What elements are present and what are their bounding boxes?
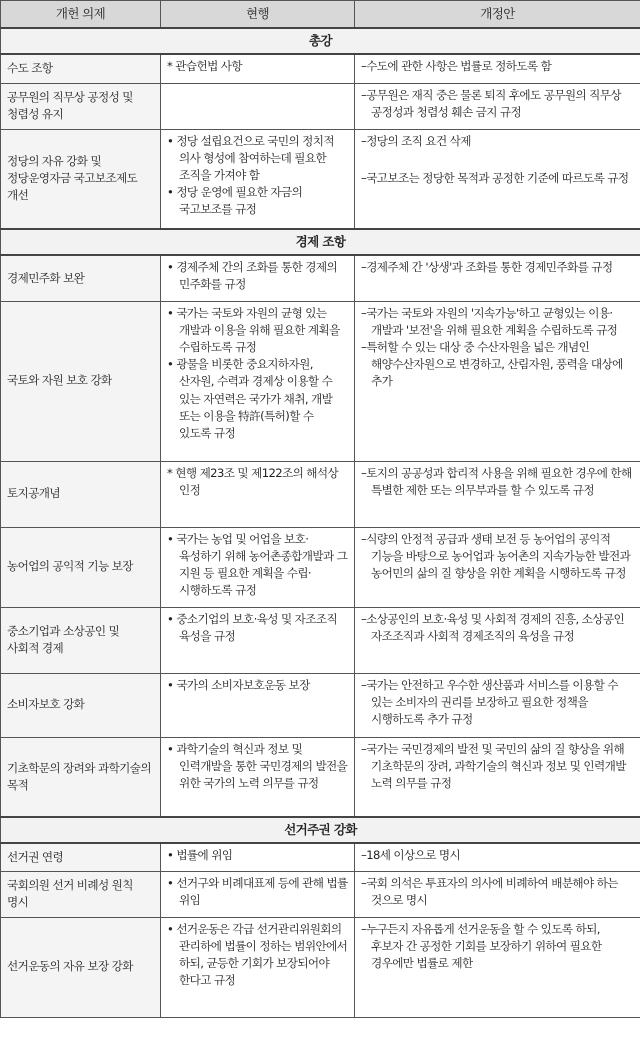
- topic-cell: 기초학문의 장려와 과학기술의 목적: [1, 737, 161, 817]
- current-item: • 법률에 위임: [167, 848, 233, 862]
- current-item: * 관습헌법 사항: [167, 59, 242, 73]
- table-row: [1, 673, 640, 737]
- current-item: • 선거구와 비례대표제 등에 관해 법률 위임: [167, 875, 348, 907]
- table-row: [1, 129, 640, 229]
- proposal-cell: [355, 255, 640, 301]
- current-cell: [161, 607, 355, 673]
- proposal-item: –국가는 국민경제의 발전 및 국민의 삶의 질 향상을 위해 기초학문의 장려, 과학기술의 혁신과 정보 및 인력개발 노력 의무를 규정: [361, 741, 626, 790]
- current-item: • 중소기업의 보호·육성 및 자조조직 육성을 규정: [167, 611, 338, 643]
- topic-cell: 국회의원 선거 비례성 원칙 명시: [1, 871, 161, 917]
- current-cell: [161, 301, 355, 461]
- proposal-cell: [355, 843, 640, 871]
- topic-cell: 국토와 자원 보호 강화: [1, 301, 161, 461]
- current-cell: [161, 129, 355, 229]
- proposal-cell: [355, 673, 640, 737]
- current-item: • 경제주체 간의 조화를 통한 경제의 민주화를 규정: [167, 260, 338, 292]
- proposal-item: –정당의 조직 요건 삭제: [361, 133, 471, 148]
- proposal-item: –국고보조는 정당한 목적과 공정한 기준에 따르도록 규정: [361, 170, 629, 185]
- topic-cell: 토지공개념: [1, 461, 161, 527]
- table-row: [1, 917, 640, 1017]
- current-cell: [161, 83, 355, 129]
- table-row: [1, 83, 640, 129]
- proposal-item: –국가는 안전하고 우수한 생산품과 서비스를 이용할 수 있는 소비자의 권리를 보장하고 필요한 정책을 시행하도록 추가 규정: [361, 677, 618, 726]
- topic-cell: 중소기업과 소상공인 및 사회적 경제: [1, 607, 161, 673]
- current-item: • 광물을 비롯한 중요지하자원, 산자원, 수력과 경제상 이용할 수 있는 자연력은 국가가 채취, 개발 또는 이용을 特許(특허)할 수 있도록 규정: [167, 357, 333, 440]
- proposal-cell: [355, 129, 640, 229]
- table-row: [1, 527, 640, 607]
- proposal-item: –국가는 국토와 자원의 '지속가능'하고 균형있는 이용·개발과 '보전'을 위해 필요한 계획을 수립하도록 규정: [361, 305, 618, 337]
- current-cell: [161, 843, 355, 871]
- current-item: • 국가는 농업 및 어업을 보호·육성하기 위해 농어촌종합개발과 그 지원 등 필요한 계획을 수립·시행하도록 규정: [167, 531, 348, 598]
- current-item: • 정당 설립요건으로 국민의 정치적 의사 형성에 참여하는데 필요한 조직을 가져야 함: [167, 133, 334, 182]
- current-cell: [161, 527, 355, 607]
- proposal-cell: [355, 871, 640, 917]
- proposal-item: –경제주체 간 '상생'과 조화를 통한 경제민주화를 규정: [361, 260, 613, 274]
- current-cell: [161, 255, 355, 301]
- proposal-item: –토지의 공공성과 합리적 사용을 위해 필요한 경우에 한해 특별한 제한 또는 의무부과를 할 수 있도록 규정: [361, 465, 632, 497]
- current-cell: [161, 871, 355, 917]
- proposal-item: –누구든지 자유롭게 선거운동을 할 수 있도록 하되, 후보자 간 공정한 기회를 보장하기 위하여 필요한 경우에만 법률로 제한: [361, 921, 602, 970]
- proposal-cell: [355, 54, 640, 83]
- table-row: [1, 54, 640, 83]
- topic-cell: 농어업의 공익적 기능 보장: [1, 527, 161, 607]
- header-row: [1, 1, 640, 29]
- table-row: [1, 255, 640, 301]
- current-item: • 국가는 국토와 자원의 균형 있는 개발과 이용을 위해 필요한 계획을 수립하도록 규정: [167, 305, 340, 354]
- header-proposal: 개정안: [355, 1, 640, 29]
- current-cell: [161, 737, 355, 817]
- table-row: [1, 607, 640, 673]
- current-item: • 과학기술의 혁신과 정보 및 인력개발을 통한 국민경제의 발전을 위한 국가의 노력 의무를 규정: [167, 741, 348, 790]
- proposal-item: –특허할 수 있는 대상 중 수산자원을 넓은 개념인 해양수산자원으로 변경하고, 산림자원, 풍력을 대상에 추가: [361, 339, 623, 389]
- current-cell: [161, 54, 355, 83]
- proposal-item: –식량의 안정적 공급과 생태 보전 등 농어업의 공익적 기능을 바탕으로 농어업과 농어촌의 지속가능한 발전과 농어민의 삶의 질 향상을 위한 계획을 시행하도록 규정: [361, 531, 631, 580]
- proposal-item: –국회 의석은 투표자의 의사에 비례하여 배분해야 하는 것으로 명시: [361, 875, 618, 907]
- proposal-item: –18세 이상으로 명시: [361, 848, 461, 862]
- current-cell: [161, 461, 355, 527]
- proposal-item: –수도에 관한 사항은 법률로 정하도록 함: [361, 59, 552, 73]
- topic-cell: 경제민주화 보완: [1, 255, 161, 301]
- proposal-cell: [355, 917, 640, 1017]
- table-row: [1, 871, 640, 917]
- topic-cell: 소비자보호 강화: [1, 673, 161, 737]
- table-row: [1, 461, 640, 527]
- topic-cell: 공무원의 직무상 공정성 및 청렴성 유지: [1, 83, 161, 129]
- current-item: • 국가의 소비자보호운동 보장: [167, 677, 310, 692]
- table-row: [1, 301, 640, 461]
- current-cell: [161, 917, 355, 1017]
- current-item: * 현행 제23조 및 제122조의 해석상 인정: [167, 465, 339, 497]
- topic-cell: 수도 조항: [1, 54, 161, 83]
- header-agenda: 개헌 의제: [1, 1, 161, 29]
- proposal-cell: [355, 527, 640, 607]
- topic-cell: 선거권 연령: [1, 843, 161, 871]
- topic-cell: 선거운동의 자유 보장 강화: [1, 917, 161, 1017]
- proposal-item: –공무원은 재직 중은 물론 퇴직 후에도 공무원의 직무상 공정성과 청렴성 훼손 금지 규정: [361, 87, 621, 119]
- table-row: [1, 737, 640, 817]
- current-item: • 선거운동은 각급 선거관리위원회의 관리하에 법률이 정하는 범위안에서 하되, 균등한 기회가 보장되어야 한다고 규정: [167, 921, 348, 988]
- proposal-item: –소상공인의 보호·육성 및 사회적 경제의 진흥, 소상공인 자조조직과 사회적 경제조직의 육성을 규정: [361, 611, 625, 643]
- proposal-cell: [355, 83, 640, 129]
- proposal-cell: [355, 301, 640, 461]
- proposal-cell: [355, 607, 640, 673]
- current-item: • 정당 운영에 필요한 자금의 국고보조를 규정: [167, 185, 303, 217]
- topic-cell: 정당의 자유 강화 및 정당운영자금 국고보조제도 개선: [1, 129, 161, 229]
- proposal-cell: [355, 461, 640, 527]
- current-cell: [161, 673, 355, 737]
- header-current: 현행: [161, 1, 355, 29]
- section-economy: 경제 조항: [1, 229, 640, 255]
- proposal-cell: [355, 737, 640, 817]
- section-general: 총강: [1, 28, 640, 54]
- table-row: [1, 843, 640, 871]
- section-election: 선거주권 강화: [1, 817, 640, 843]
